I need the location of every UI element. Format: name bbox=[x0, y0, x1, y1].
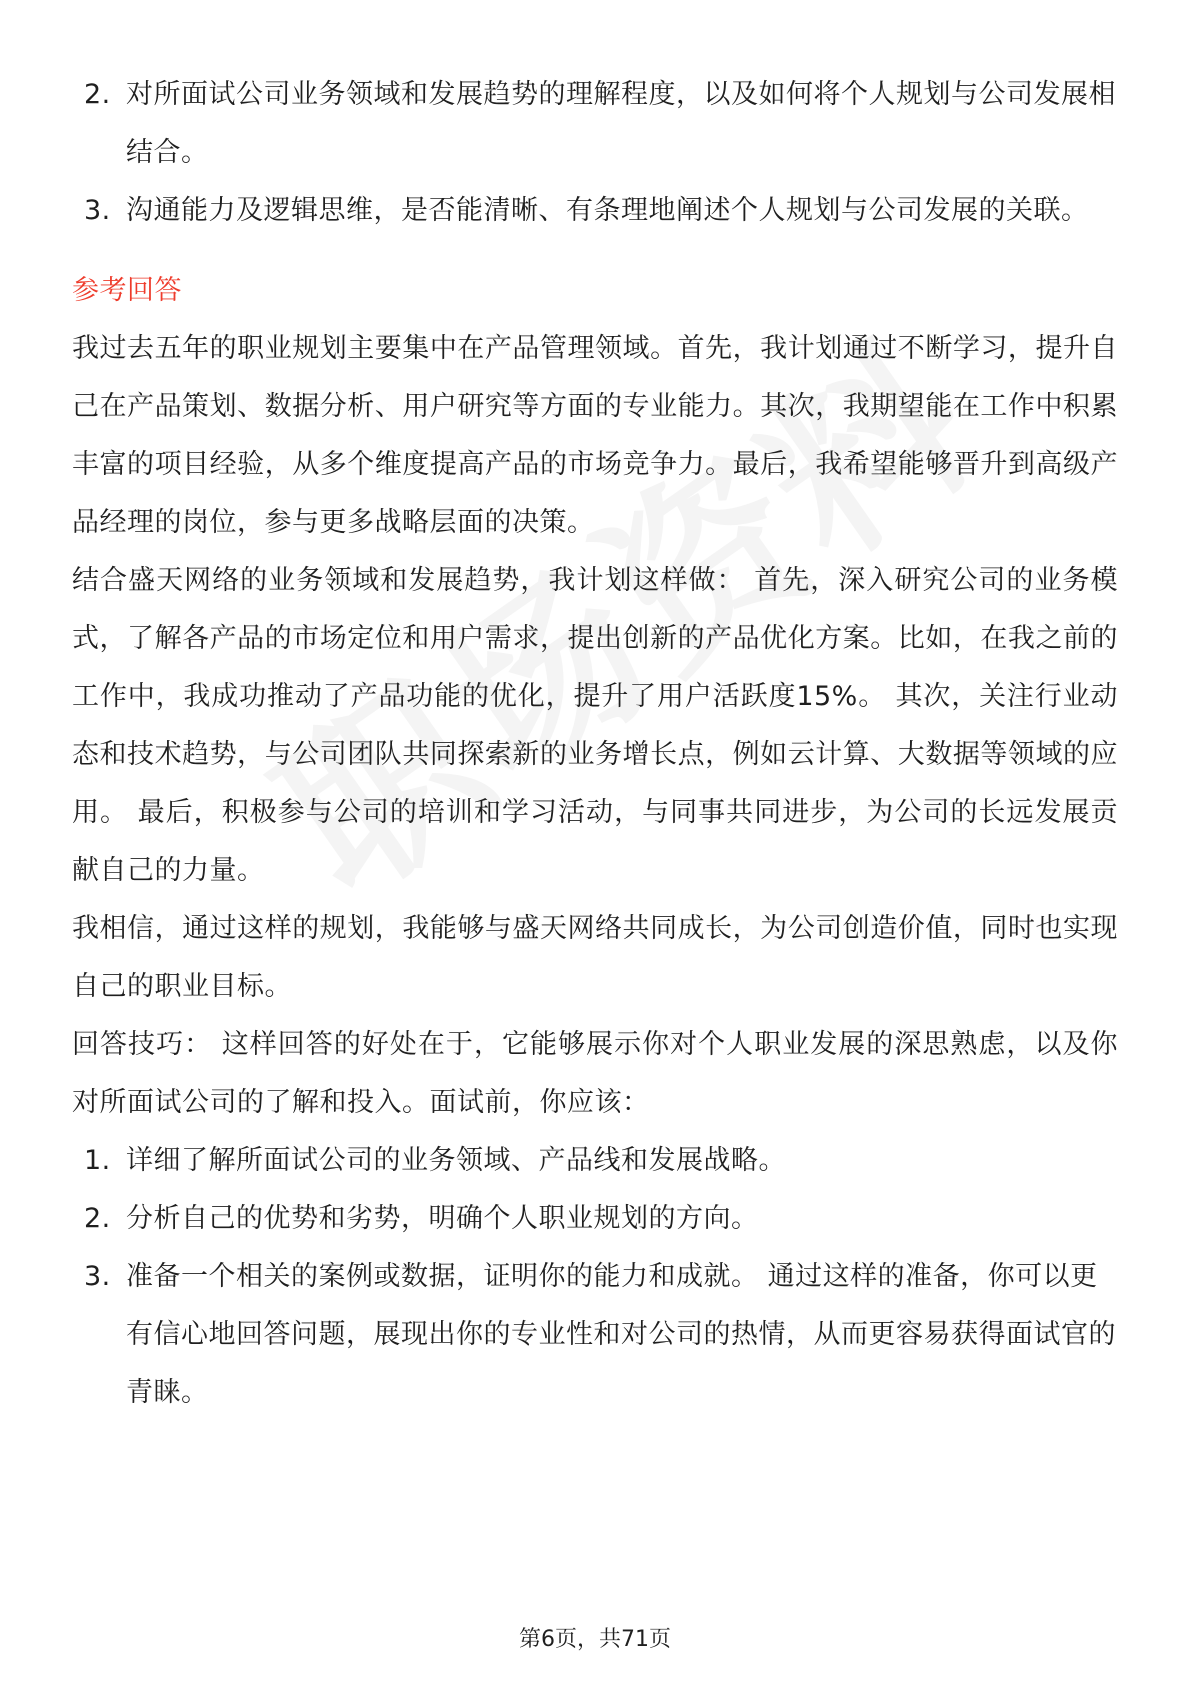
list-item bbox=[72, 1132, 1118, 1190]
list-item bbox=[72, 182, 1118, 240]
list-item bbox=[72, 1248, 1118, 1422]
list-number: 3. bbox=[84, 195, 111, 226]
criteria-list bbox=[72, 66, 1118, 240]
answer-paragraph: 我相信，通过这样的规划，我能够与盛天网络共同成长，为公司创造价值，同时也实现自己的职业目标。 bbox=[72, 913, 1118, 1002]
list-item-text: 准备一个相关的案例或数据，证明你的能力和成就。 通过这样的准备，你可以更有信心地回答问题，展现出你的专业性和对公司的热情，从而更容易获得面试官的青睐。 bbox=[126, 1261, 1116, 1408]
tips-intro-paragraph: 回答技巧： 这样回答的好处在于，它能够展示你对个人职业发展的深思熟虑，以及你对所面试公司的了解和投入。面试前，你应该： bbox=[72, 1029, 1118, 1118]
list-number: 3. bbox=[84, 1261, 111, 1292]
page-footer: 第6页，共71页 bbox=[519, 1627, 671, 1652]
list-item bbox=[72, 66, 1118, 182]
tips-list bbox=[72, 1132, 1118, 1422]
list-number: 1. bbox=[84, 1145, 111, 1176]
answer-paragraph: 我过去五年的职业规划主要集中在产品管理领域。首先，我计划通过不断学习，提升自己在产品策划、数据分析、用户研究等方面的专业能力。其次，我期望能在工作中积累丰富的项目经验，从多个维度提高产品的市场竞争力。最后，我希望能够晋升到高级产品经理的岗位，参与更多战略层面的决策。 bbox=[72, 333, 1118, 538]
list-item-text: 对所面试公司业务领域和发展趋势的理解程度，以及如何将个人规划与公司发展相结合。 bbox=[126, 79, 1116, 168]
list-number: 2. bbox=[84, 1203, 111, 1234]
list-item-text: 沟通能力及逻辑思维，是否能清晰、有条理地阐述个人规划与公司发展的关联。 bbox=[126, 195, 1089, 226]
list-number: 2. bbox=[84, 79, 111, 110]
list-item bbox=[72, 1190, 1118, 1248]
section-heading: 参考回答 bbox=[72, 275, 182, 306]
list-item-text: 分析自己的优势和劣势，明确个人职业规划的方向。 bbox=[126, 1203, 759, 1234]
document-page bbox=[72, 66, 1118, 1422]
answer-paragraph: 结合盛天网络的业务领域和发展趋势，我计划这样做： 首先，深入研究公司的业务模式，了解各产品的市场定位和用户需求，提出创新的产品优化方案。比如，在我之前的工作中，我成功推动了产品功能的优化，提升了用户活跃度15%。 其次，关注行业动态和技术趋势，与公司团队共同探索新的业务增长点，例如云计算、大数据等领域的应用。 最后，积极参与公司的培训和学习活动，与同事共同进步，为公司的长远发展贡献自己的力量。 bbox=[72, 565, 1118, 886]
list-item-text: 详细了解所面试公司的业务领域、产品线和发展战略。 bbox=[126, 1145, 786, 1176]
